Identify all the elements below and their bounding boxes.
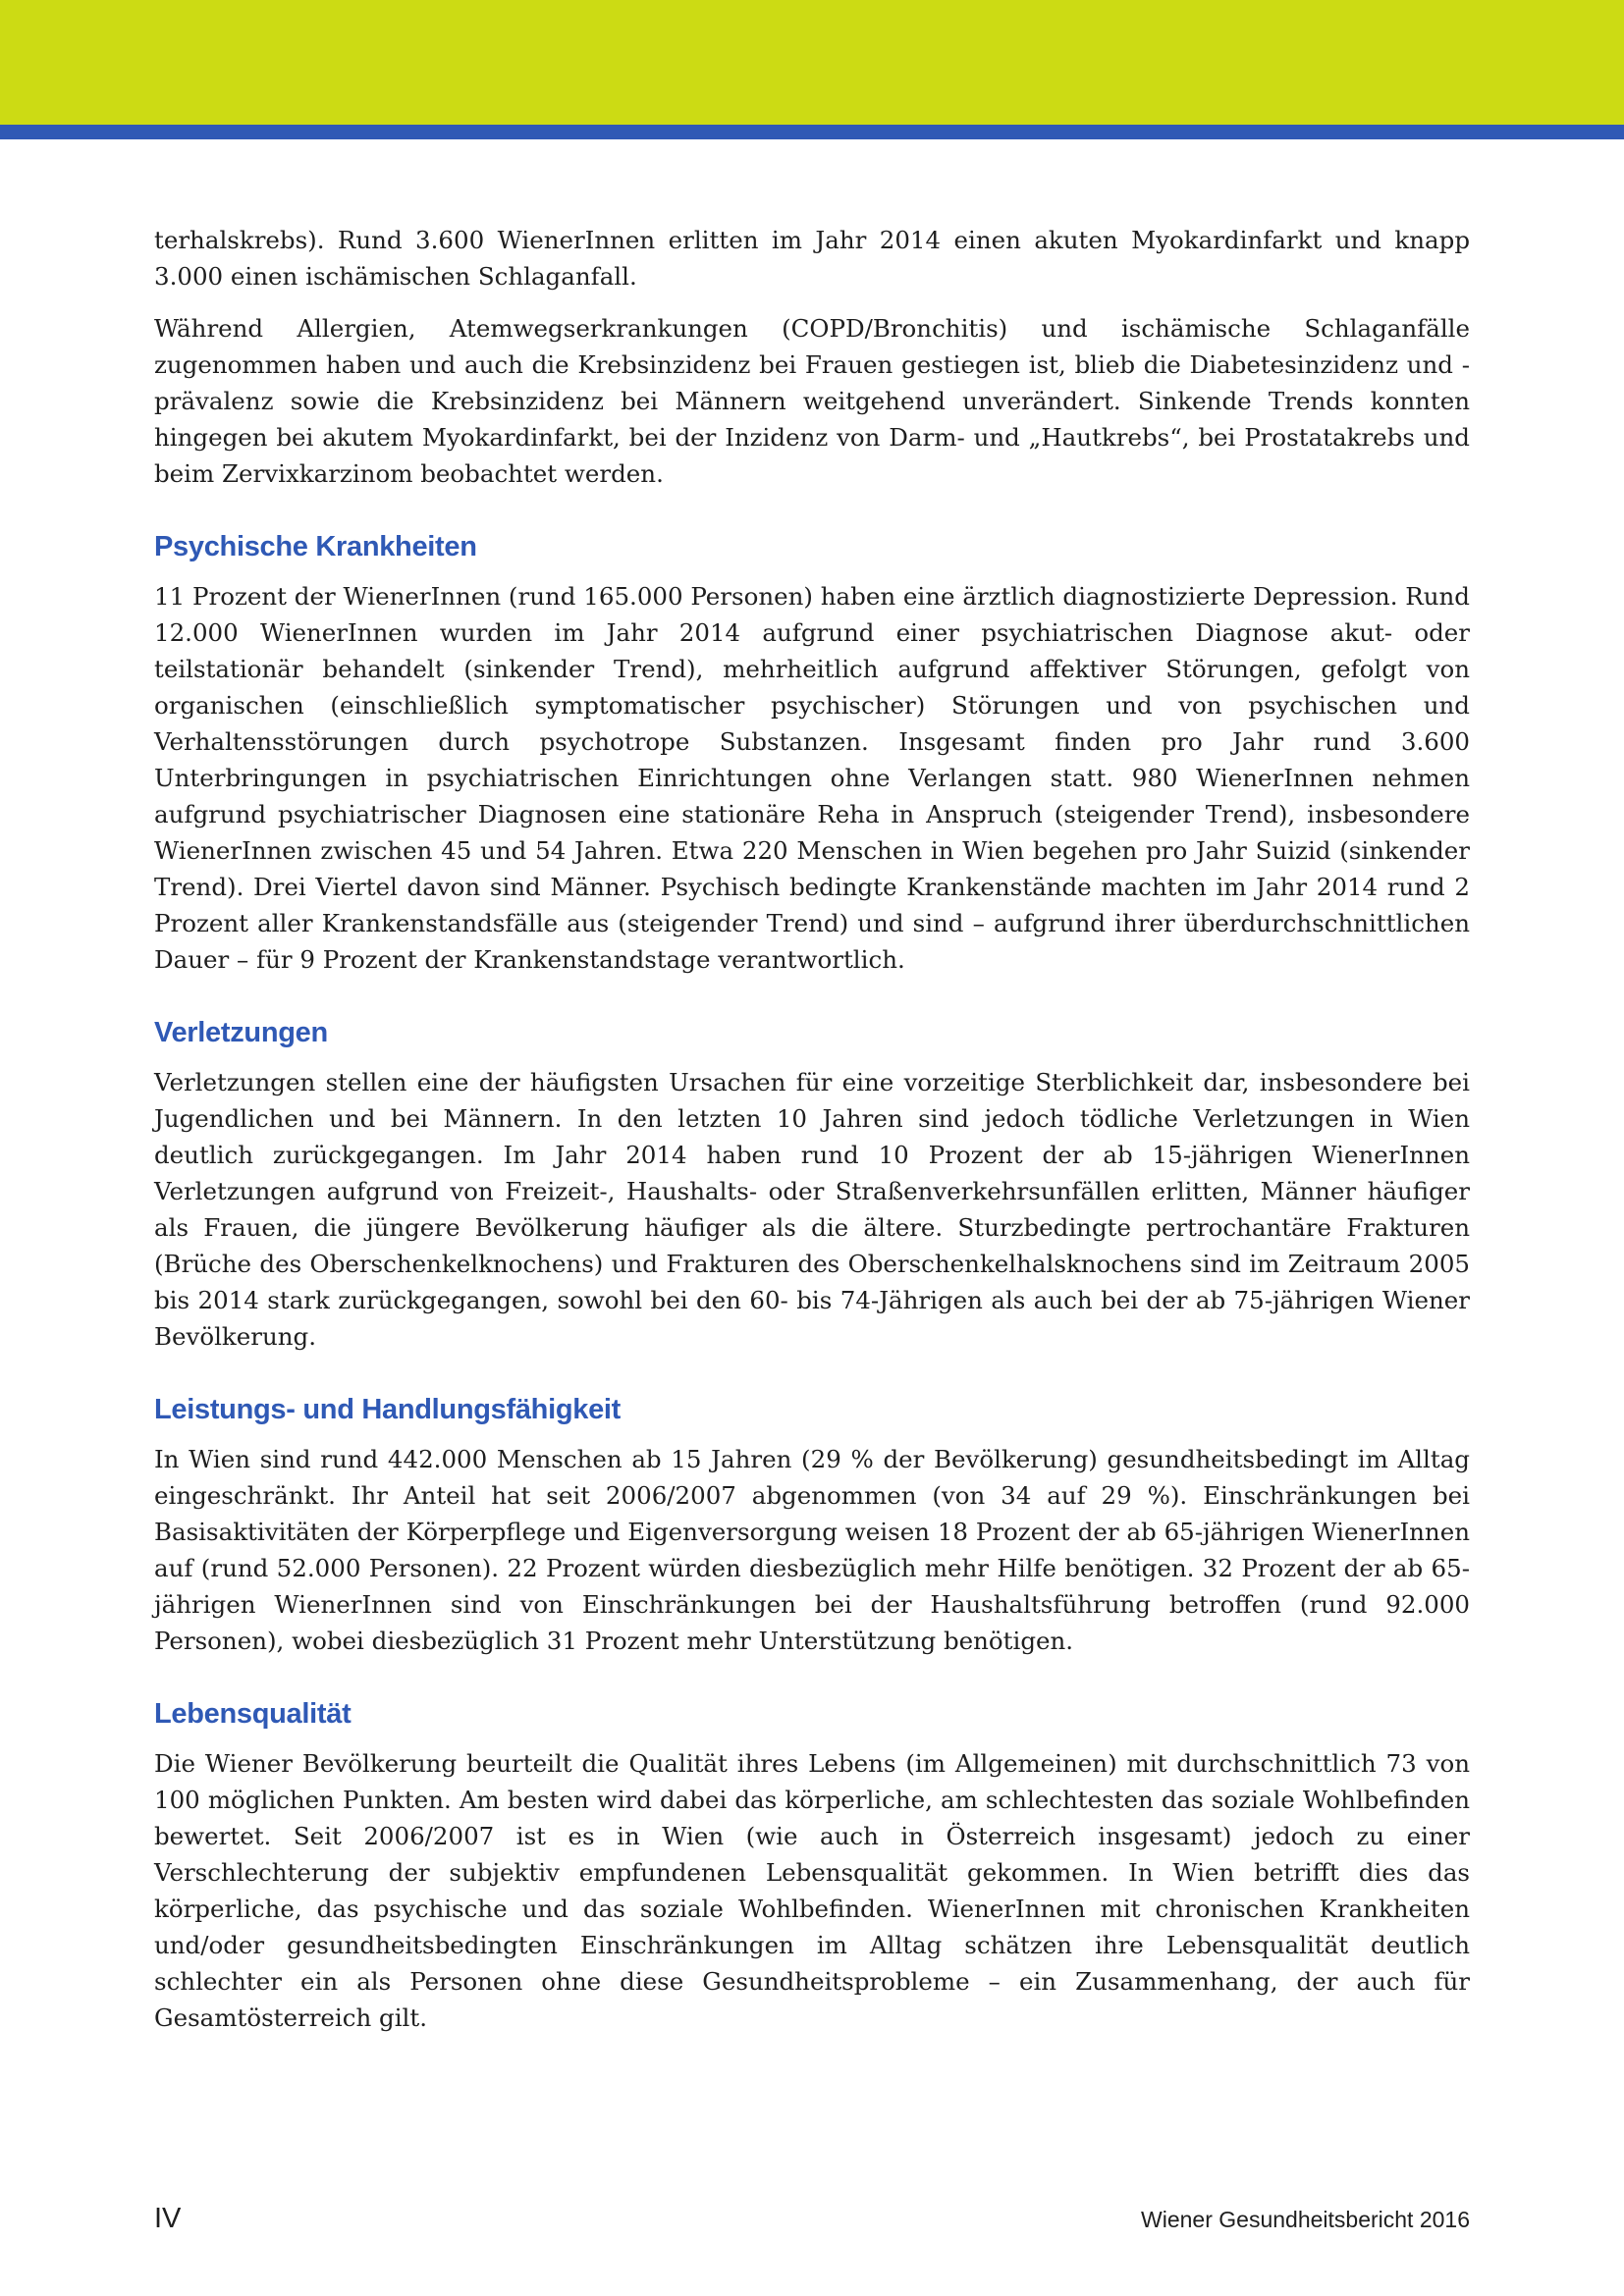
section-heading-lebensqualitaet: Lebensqualität — [154, 1698, 352, 1730]
section-heading-verletzungen: Verletzungen — [154, 1017, 328, 1048]
page-number: IV — [154, 2203, 182, 2234]
intro-paragraph-1: terhalskrebs). Rund 3.600 WienerInnen erlitten im Jahr 2014 einen akuten Myokardinfarkt und knapp 3.000 einen ischämischen Schlaganfall. — [154, 226, 1470, 291]
header-blue-band — [0, 125, 1624, 139]
section-heading-leistungsfaehigkeit: Leistungs- und Handlungsfähigkeit — [154, 1394, 622, 1425]
section-text-verletzungen: Verletzungen stellen eine der häufigsten Ursachen für eine vorzeitige Sterblichkeit dar, insbesondere bei Jugendlichen und bei Männern. In den letzten 10 Jahren sind jedoch tödliche Verletzungen in Wien deutlich zurückgegangen. Im Jahr 2014 haben rund 10 Prozent der ab 15-jährigen WienerInnen Verletzungen aufgrund von Freizeit-, Haushalts- oder Straßenverkehrsunfällen erlitten, Männer häufiger als Frauen, die jüngere Bevölkerung häufiger als die ältere. Sturzbedingte pertrochantäre Frakturen (Brüche des Oberschenkelknochens) und Frakturen des Oberschenkelhalsknochens sind im Zeitraum 2005 bis 2014 stark zurückgegangen, sowohl bei den 60- bis 74-Jährigen als auch bei der ab 75-jährigen Wiener Bevölkerung. — [154, 1068, 1470, 1351]
section-text-lebensqualitaet: Die Wiener Bevölkerung beurteilt die Qualität ihres Lebens (im Allgemeinen) mit durchschnittlich 73 von 100 möglichen Punkten. Am besten wird dabei das körperliche, am schlechtesten das soziale Wohlbefinden bewertet. Seit 2006/2007 ist es in Wien (wie auch in Österreich insgesamt) jedoch zu einer Verschlechterung der subjektiv empfundenen Lebensqualität gekommen. In Wien betrifft dies das körperliche, das psychische und das soziale Wohlbefinden. WienerInnen mit chronischen Krankheiten und/oder gesundheitsbedingten Einschränkungen im Alltag schätzen ihre Lebensqualität deutlich schlechter ein als Personen ohne diese Gesundheitsprobleme – ein Zusammenhang, der auch für Gesamtösterreich gilt. — [154, 1749, 1470, 2032]
section-heading-psychische-krankheiten: Psychische Krankheiten — [154, 531, 477, 562]
footer-title: Wiener Gesundheitsbericht 2016 — [1141, 2207, 1470, 2232]
section-text-psychische-krankheiten: 11 Prozent der WienerInnen (rund 165.000 Personen) haben eine ärztlich diagnostizierte Depression. Rund 12.000 WienerInnen wurden im Jahr 2014 aufgrund einer psychiatrischen Diagnose akut- oder teilstationär behandelt (sinkender Trend), mehrheitlich aufgrund affektiver Störungen, gefolgt von organischen (einschließlich symptomatischer psychischer) Störungen und von psychischen und Verhaltensstörungen durch psychotrope Substanzen. Insgesamt finden pro Jahr rund 3.600 Unterbringungen in psychiatrischen Einrichtungen ohne Verlangen statt. 980 WienerInnen nehmen aufgrund psychiatrischer Diagnosen eine stationäre Reha in Anspruch (steigender Trend), insbesondere WienerInnen zwischen 45 und 54 Jahren. Etwa 220 Menschen in Wien begehen pro Jahr Suizid (sinkender Trend). Drei Viertel davon sind Männer. Psychisch bedingte Krankenstände machten im Jahr 2014 rund 2 Prozent aller Krankenstandsfälle aus (steigender Trend) und sind – aufgrund ihrer überdurchschnittlichen Dauer – für 9 Prozent der Krankenstandstage verantwortlich. — [154, 582, 1470, 974]
header-lime-band — [0, 0, 1624, 125]
page-content — [154, 222, 1470, 2052]
section-text-leistungsfaehigkeit: In Wien sind rund 442.000 Menschen ab 15 Jahren (29 % der Bevölkerung) gesundheitsbedingt im Alltag eingeschränkt. Ihr Anteil hat seit 2006/2007 abgenommen (von 34 auf 29 %). Einschränkungen bei Basisaktivitäten der Körperpflege und Eigenversorgung weisen 18 Prozent der ab 65-jährigen WienerInnen auf (rund 52.000 Personen). 22 Prozent würden diesbezüglich mehr Hilfe benötigen. 32 Prozent der ab 65-jährigen WienerInnen sind von Einschränkungen bei der Haushaltsführung betroffen (rund 92.000 Personen), wobei diesbezüglich 31 Prozent mehr Unterstützung benötigen. — [154, 1445, 1470, 1655]
intro-paragraph-2: Während Allergien, Atemwegserkrankungen (COPD/Bronchitis) und ischämische Schlaganfälle zugenommen haben und auch die Krebsinzidenz bei Frauen gestiegen ist, blieb die Diabetesinzidenz und -prävalenz sowie die Krebsinzidenz bei Männern weitgehend unverändert. Sinkende Trends konnten hingegen bei akutem Myokardinfarkt, bei der Inzidenz von Darm- und „Hautkrebs“, bei Prostatakrebs und beim Zervixkarzinom beobachtet werden. — [154, 314, 1470, 488]
